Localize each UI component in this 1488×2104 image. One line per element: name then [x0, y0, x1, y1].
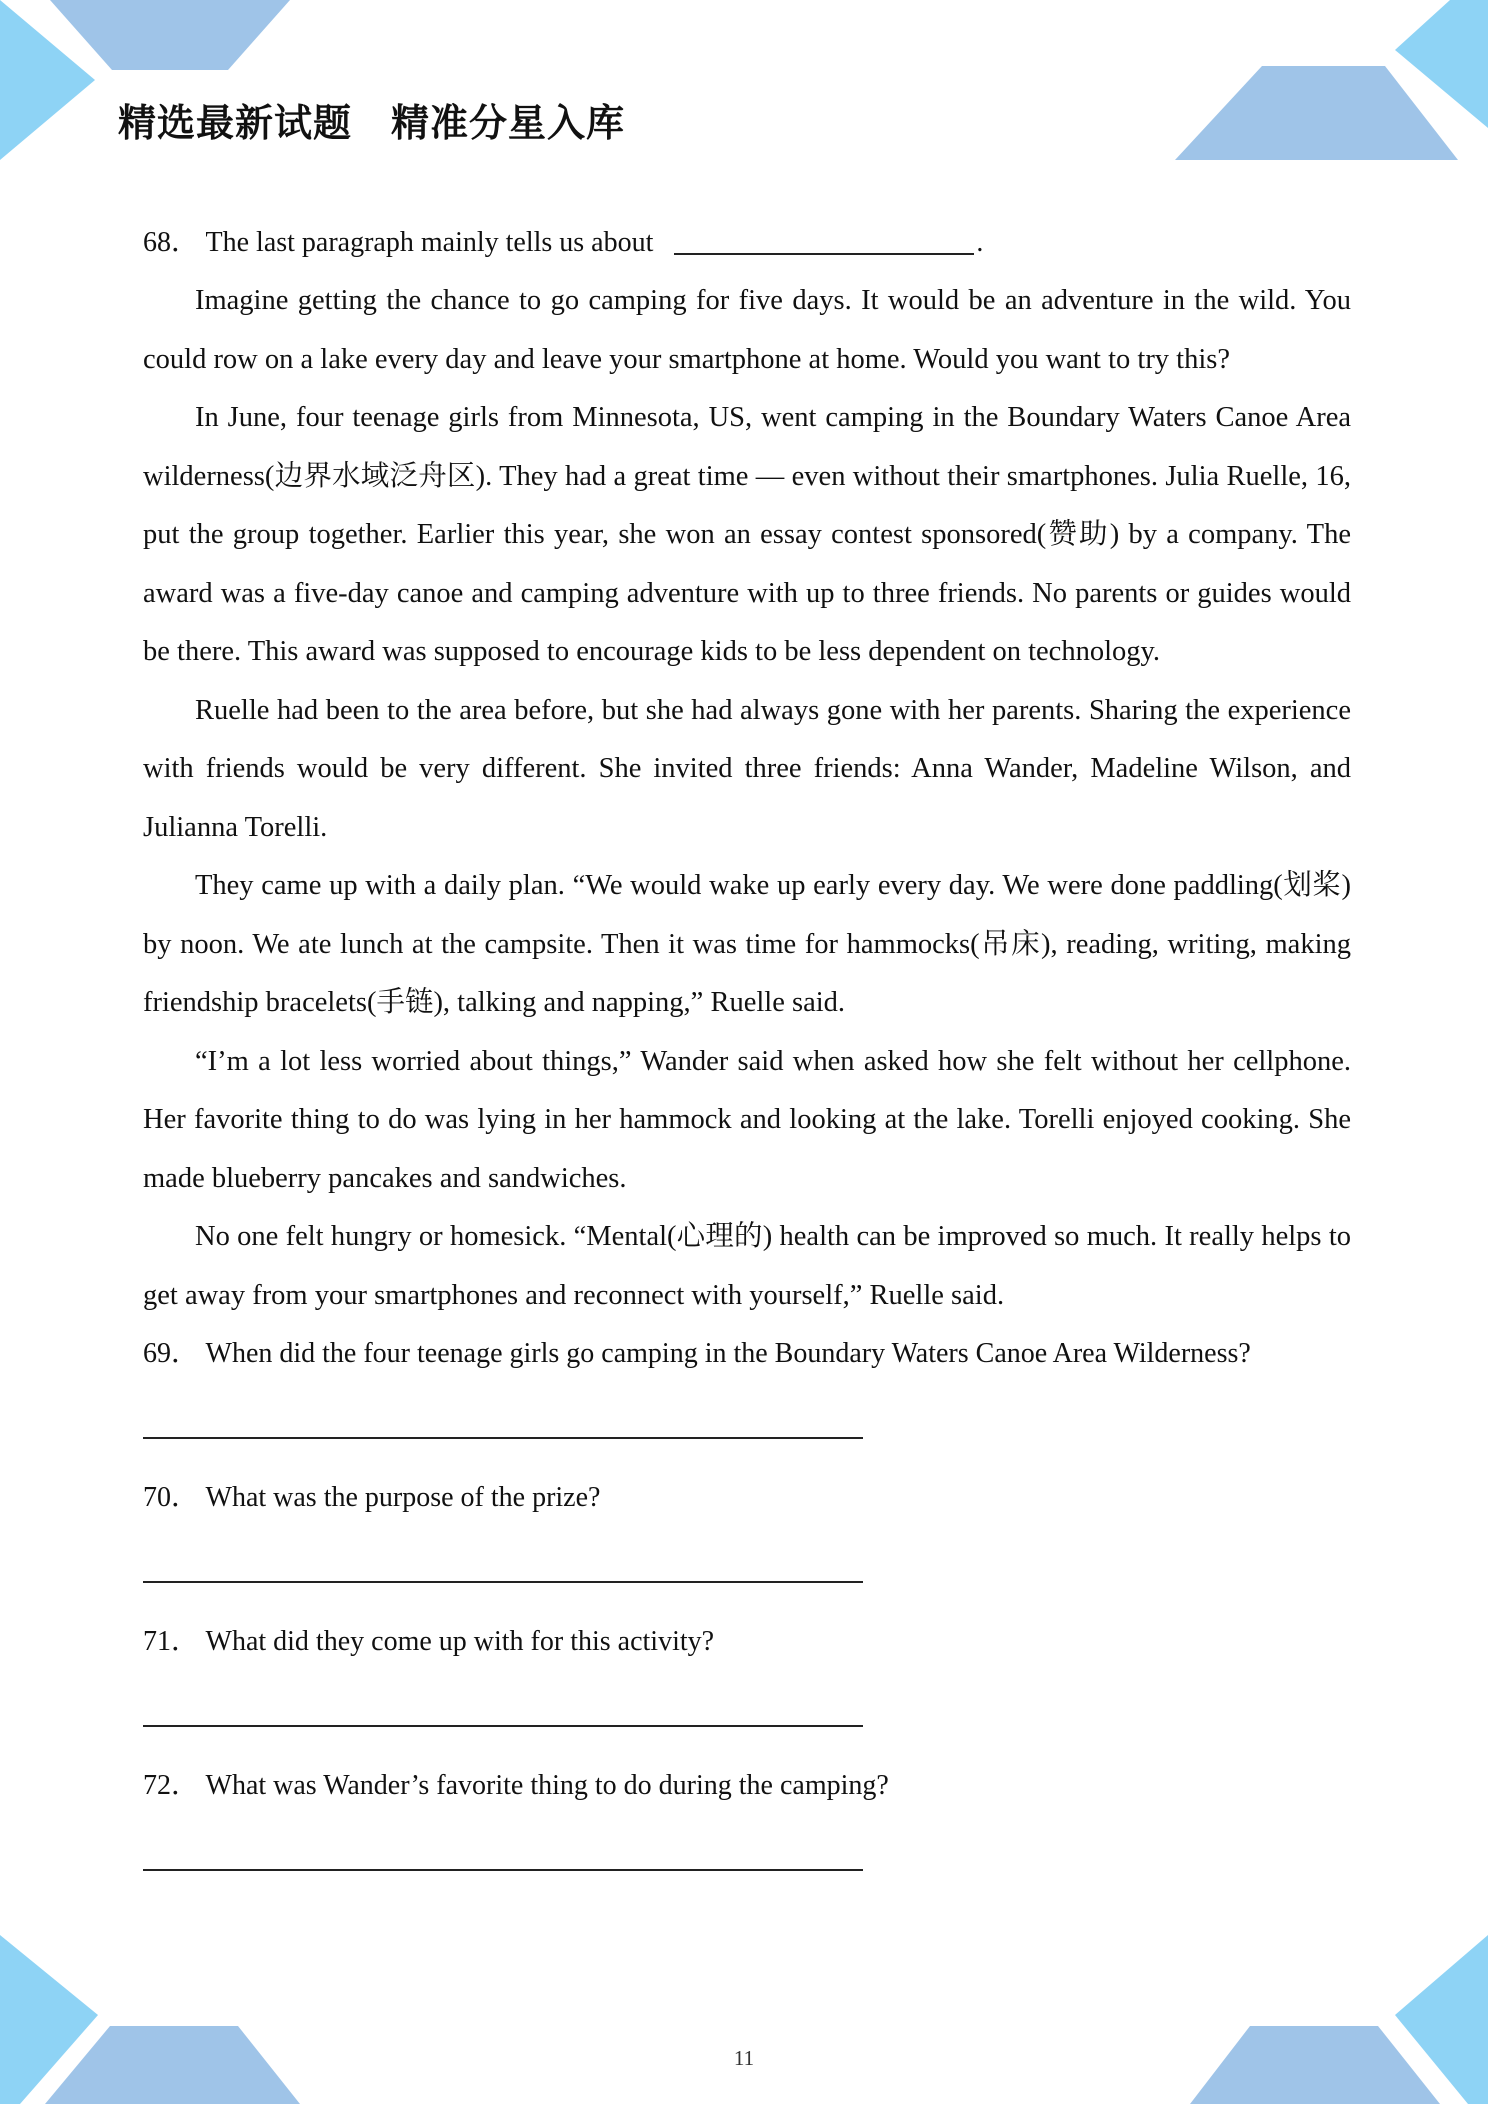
question-text: What was Wander’s favorite thing to do during the camping? — [205, 1770, 889, 1801]
answer-blank[interactable] — [674, 223, 974, 255]
passage-paragraph: “I’m a lot less worried about things,” Wander said when asked how she felt without her cellphone. Her favorite thing to do was lying in her hammock and looking at the lake. Torelli enjoyed cooking. She made blueberry pancakes and sandwiches. — [143, 1045, 1351, 1194]
header-title: 精选最新试题 精准分星入库 — [118, 101, 626, 145]
top-right-triangle — [1395, 0, 1488, 128]
bottom-left-triangle — [0, 1935, 98, 2104]
top-left-trapezoid — [50, 0, 290, 70]
question-70 — [143, 1469, 1351, 1583]
question-number: 70． — [143, 1482, 200, 1513]
question-69 — [143, 1325, 1351, 1439]
question-number: 71． — [143, 1626, 200, 1657]
question-72 — [143, 1757, 1351, 1871]
passage-paragraph: In June, four teenage girls from Minnesota, US, went camping in the Boundary Waters Canoe Area wilderness(边界水域泛舟区). They had a great time — even without their smartphones. Julia Ruelle, 16, put the group together. Earlier this year, she won an essay contest sponsored(赞助) by a company. The award was a five-day canoe and camping adventure with up to three friends. No parents or guides would be there. This award was supposed to encourage kids to be less dependent on technology. — [143, 402, 1351, 667]
answer-line[interactable] — [143, 1869, 863, 1871]
question-end: . — [976, 227, 984, 258]
worksheet-content — [143, 214, 1351, 1871]
passage-paragraph: Ruelle had been to the area before, but she had always gone with her parents. Sharing the experience with friends would be very different. She invited three friends: Anna Wander, Madeline Wilson, and Julianna Torelli. — [143, 694, 1351, 843]
question-text: The last paragraph mainly tells us about — [205, 227, 654, 258]
question-number: 69． — [143, 1338, 200, 1369]
passage-paragraph: They came up with a daily plan. “We would wake up early every day. We were done paddling(划桨) by noon. We ate lunch at the campsite. Then it was time for hammocks(吊床), reading, writing, making friendship bracelets(手链), talking and napping,” Ruelle said. — [143, 870, 1351, 1018]
top-left-triangle — [0, 0, 95, 160]
bottom-right-triangle — [1395, 1935, 1488, 2104]
question-number: 68． — [143, 227, 200, 258]
question-71 — [143, 1613, 1351, 1727]
question-text: What was the purpose of the prize? — [205, 1482, 601, 1513]
question-text: When did the four teenage girls go camping in the Boundary Waters Canoe Area Wilderness? — [205, 1338, 1251, 1369]
question-number: 72． — [143, 1770, 200, 1801]
top-right-trapezoid — [1175, 66, 1458, 160]
passage-paragraph: No one felt hungry or homesick. “Mental(心理的) health can be improved so much. It really helps to get away from your smartphones and reconnect with yourself,” Ruelle said. — [143, 1221, 1351, 1311]
page-number: 11 — [733, 2046, 755, 2070]
passage-paragraph: Imagine getting the chance to go camping for five days. It would be an adventure in the wild. You could row on a lake every day and leave your smartphone at home. Would you want to try this? — [143, 285, 1351, 375]
question-68 — [143, 214, 1351, 272]
question-text: What did they come up with for this activity? — [205, 1626, 715, 1657]
